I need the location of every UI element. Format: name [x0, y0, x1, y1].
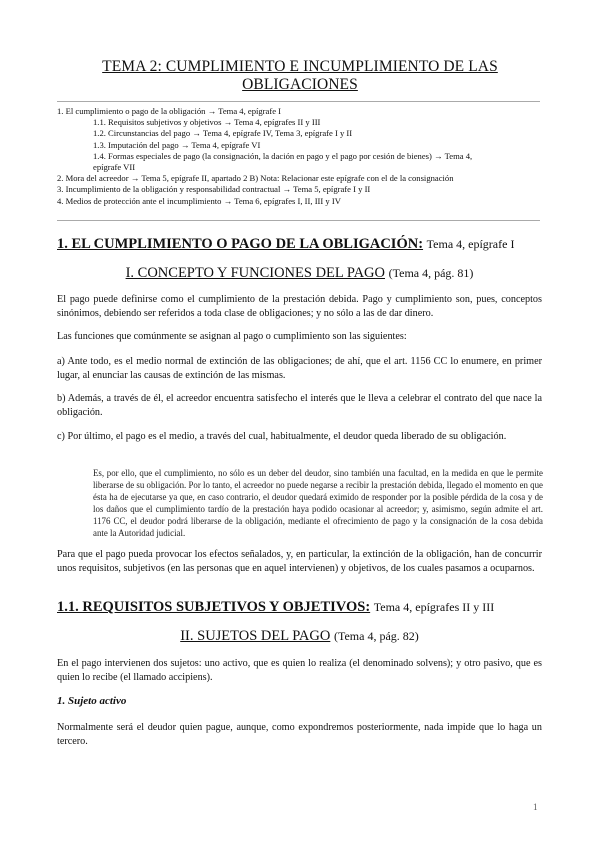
toc-bottom-rule	[57, 220, 540, 221]
subsection-heading	[57, 264, 542, 282]
title-line-2: OBLIGACIONES	[242, 76, 358, 93]
subsection-heading-ref: (Tema 4, pág. 82)	[333, 629, 419, 643]
paragraph: Para que el pago pueda provocar los efectos señalados, y, en particular, la extinción de la obligación, han de concurrir unos requisitos, subjetivos (en las personas que en aquel intervienen) y objetivos, de los cuales pasamos a ocuparnos.	[57, 549, 542, 574]
section-heading-text: 1.1. REQUISITOS SUBJETIVOS Y OBJETIVOS:	[57, 599, 371, 615]
table-of-contents	[57, 106, 542, 207]
section-heading-ref: Tema 4, epígrafe I	[426, 237, 515, 251]
section-heading	[57, 235, 547, 253]
indented-quote: Es, por ello, que el cumplimiento, no sólo es un deber del deudor, sino también una facultad, en la medida en que le permite liberarse de su obligación. Por lo tanto, el acreedor no puede negarse a recibir la prestación debida, llegado el momento en que ésta ha de ejecutarse ya que, en caso contrario, el deudor quedará eximido de responder por la posible pérdida de la cosa y de los daños que el cumplimiento tardío de la prestación haya podido ocasionar al acreedor; y, asimismo, según admite el art. 1176 CC, el deudor podrá liberarse de la obligación, mediante el ofrecimiento de pago y la consignación de la cosa debida ante la Autoridad judicial.	[93, 468, 543, 538]
section-heading	[57, 598, 547, 616]
toc-item: 1.3. Imputación del pago → Tema 4, epígrafe VI	[93, 139, 261, 150]
toc-item: 1.1. Requisitos subjetivos y objetivos → Tema 4, epígrafes II y III	[93, 117, 321, 128]
toc-item: 3. Incumplimiento de la obligación y responsabilidad contractual → Tema 5, epígrafe I y II	[57, 184, 371, 195]
toc-item: 2. Mora del acreedor → Tema 5, epígrafe II, apartado 2 B) Nota: Relacionar este epígrafe con el de la consignación	[57, 173, 454, 184]
paragraph: b) Además, a través de él, el acreedor encuentra satisfecho el interés que le lleva a celebrar el contrato del que nace la obligación.	[57, 393, 542, 418]
title-line-1: TEMA 2: CUMPLIMIENTO E INCUMPLIMIENTO DE LAS	[102, 58, 498, 75]
subsection-heading-ref: (Tema 4, pág. 81)	[388, 266, 474, 280]
paragraph: Normalmente será el deudor quien pague, aunque, como expondremos posteriormente, nada impide que lo haga un tercero.	[57, 722, 542, 747]
section-heading-ref: Tema 4, epígrafes II y III	[373, 600, 495, 614]
toc-item: 1. El cumplimiento o pago de la obligación → Tema 4, epígrafe I	[57, 106, 282, 116]
toc-item: epígrafe VII	[93, 162, 136, 173]
paragraph: a) Ante todo, es el medio normal de extinción de las obligaciones; de ahí, que el art. 1156 CC lo enumere, en primer lugar, al enunciar las causas de extinción de las mismas.	[57, 356, 542, 381]
subsection-heading-text: II. SUJETOS DEL PAGO	[180, 628, 331, 644]
paragraph: En el pago intervienen dos sujetos: uno activo, que es quien lo realiza (el denominado solvens); y otro pasivo, que es quien lo recibe (el llamado accipiens).	[57, 658, 542, 683]
section-heading-text: 1. EL CUMPLIMIENTO O PAGO DE LA OBLIGACIÓN:	[57, 236, 424, 252]
paragraph: Las funciones que comúnmente se asignan al pago o cumplimiento son las siguientes:	[57, 331, 407, 342]
paragraph: El pago puede definirse como el cumplimiento de la prestación debida. Pago y cumplimiento son, pues, conceptos sinónimos, debiendo ser referidos a toda clase de obligaciones; y no sólo a las de dar dinero.	[57, 294, 542, 319]
document-title	[60, 58, 540, 94]
subsection-heading	[57, 627, 542, 645]
minor-heading: 1. Sujeto activo	[57, 695, 127, 707]
toc-item: 1.2. Circunstancias del pago → Tema 4, epígrafe IV, Tema 3, epígrafe I y II	[93, 128, 353, 139]
paragraph: c) Por último, el pago es el medio, a través del cual, habitualmente, el deudor queda liberado de su obligación.	[57, 431, 507, 442]
page-number: 1	[533, 802, 538, 812]
toc-item: 4. Medios de protección ante el incumplimiento → Tema 6, epígrafes I, II, III y IV	[57, 195, 341, 206]
toc-top-rule	[57, 101, 540, 102]
toc-item: 1.4. Formas especiales de pago (la consignación, la dación en pago y el pago por cesión de bienes) → Tema 4,	[93, 150, 473, 161]
subsection-heading-text: I. CONCEPTO Y FUNCIONES DEL PAGO	[125, 265, 385, 281]
